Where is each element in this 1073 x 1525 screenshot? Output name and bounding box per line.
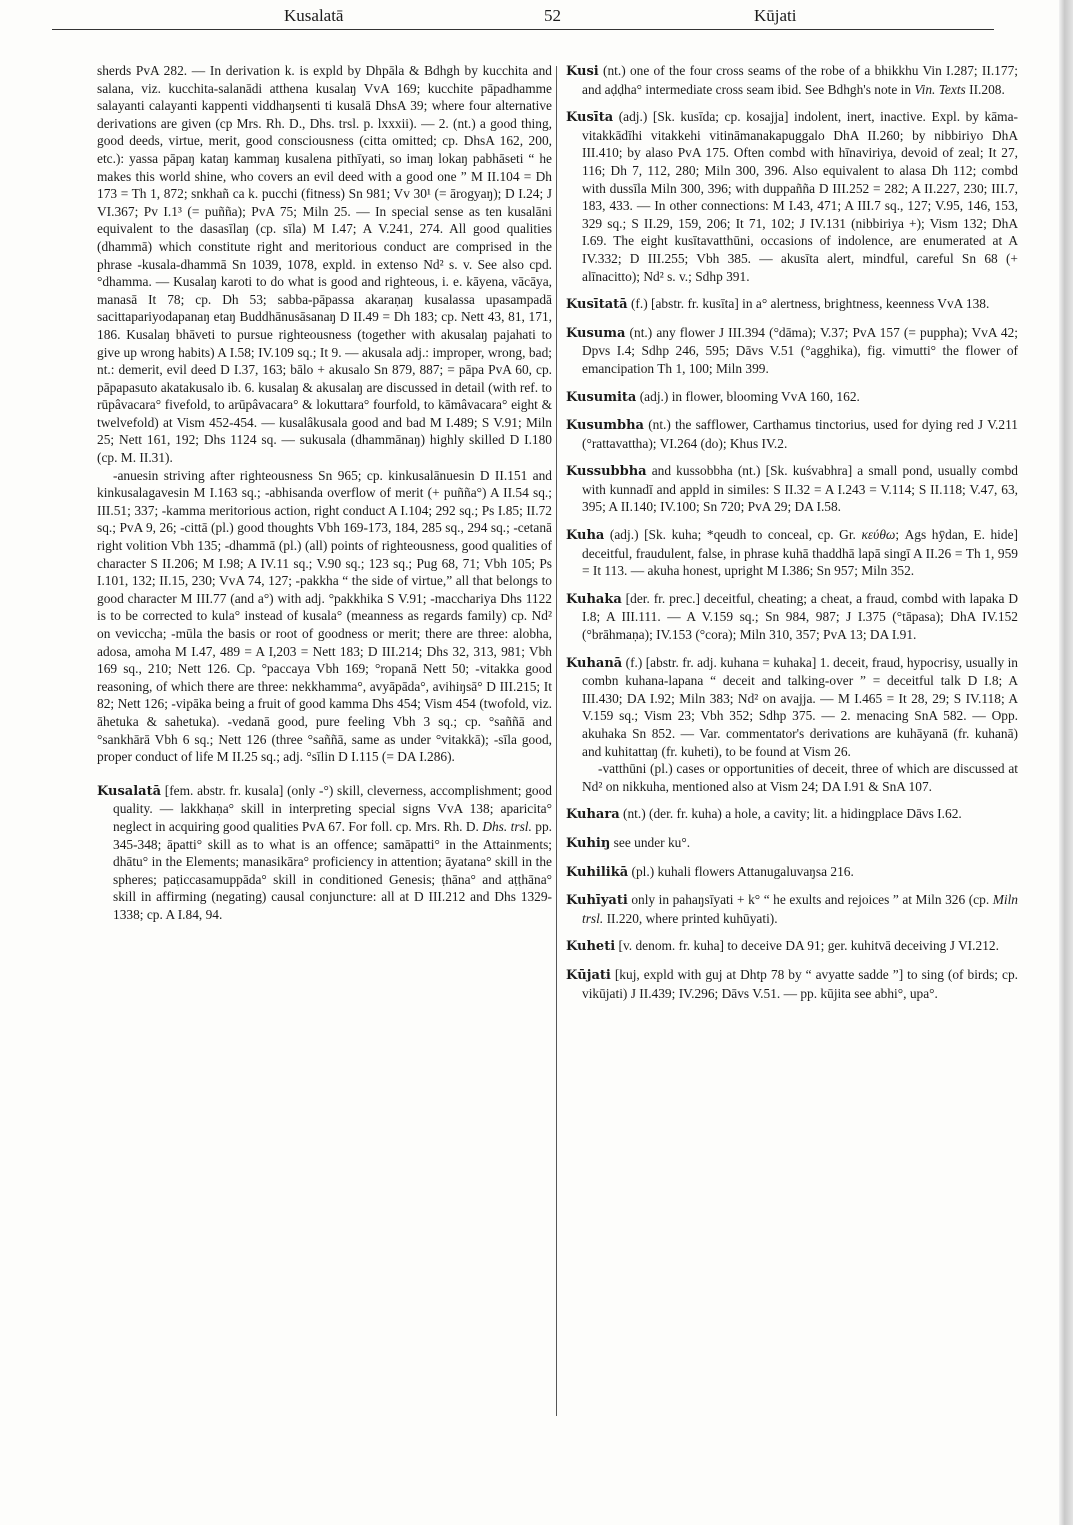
running-head-left: Kusalatā (284, 6, 344, 25)
entry-body-cont: II.220, where printed kuhūyati). (603, 910, 778, 926)
entry-body: (f.) [abstr. fr. adj. kuhana = kuhaka] 1. deceit, fraud, hypocrisy, usually in combn kuhana-lapana “ deceit and talking-over ” = deceitful talk D I.8; A III.430; DA I.92; Miln 383; Nd² on avajja. — M I.465 = It 28, 29; S IV.118; A V.159 sq.; Vism 23; Vbh 352; Sdhp 375. — 2. menacing SnA 582. — Opp. akuhaka Sn 852. — Var. commentator's derivations are kuhāyanā (fr. kuhanā) and kuhitattaŋ (fr. kuheti), to be found at Vism 26. (582, 654, 1018, 759)
running-head-right: Kūjati (754, 6, 797, 25)
entry-kuhaka (566, 590, 1018, 644)
entry-body: (adj.) [Sk. kuha; *qeudh to conceal, cp. Gr. (609, 527, 862, 543)
entry-subparagraph: -vatthūni (pl.) cases or opportunities of deceit, three of which are discussed at Nd² on nikkuha, mentioned also at Vism 24; DA I.91 & SnA 107. (582, 761, 1018, 794)
headword: Kussubbha (566, 464, 647, 480)
headword: Kuhīyati (566, 893, 628, 909)
headword: Kuhara (566, 807, 620, 823)
entry-kusumita (566, 388, 1018, 407)
headword: Kuhiŋ (566, 835, 611, 851)
entry-kusalata (97, 782, 552, 924)
entry-kuhiyati (566, 891, 1018, 927)
left-column (97, 62, 552, 934)
entry-kuheti (566, 937, 1018, 956)
entry-body: (nt.) (der. fr. kuha) a hole, a cavity; lit. a hidingplace Dāvs I.62. (622, 806, 962, 822)
entry-kuhilika (566, 863, 1018, 882)
entry-body-cont: ; Ags hȳdan, E. hide] deceitful, fraudulent, false, in phrase kuhā thaddhā lapā singī A II.26 = Th 1, 959 = It 113. — akuha honest, upright M I.386; Sn 957; Miln 352. (582, 527, 1018, 579)
entry-body: and kussobbha (nt.) [Sk. kuśvabhra] a small pond, usually combd with kunnadī and appld in similes: S II.32 = A I.243 = V.114; S II.118; V.47, 63, 395; A II.140; IV.100; Sn 720; PvA 29; DA I.58. (582, 463, 1018, 515)
entry-body: [kuj, expld with guj at Dhtp 78 by “ avyatte sadde ”] to sing (of birds; cp. vikūjati) J II.439; IV.296; Dāvs V.51. — pp. kūjita see abhi°, upa°. (582, 966, 1018, 1001)
entry-kusitata (566, 295, 1018, 314)
page-number: 52 (544, 6, 561, 25)
entry-body: only in pahaŋsīyati + k° “ he exults and rejoices ” at Miln 326 (cp. (631, 892, 993, 908)
entry-italic: Dhs. trsl. (482, 818, 532, 834)
headword: Kusīta (566, 110, 614, 126)
entry-body: (nt.) one of the four cross seams of the robe of a bhikkhu Vin I.287; II.177; and aḍḍha° intermediate cross seam ibid. See Bdhgh's note in (582, 63, 1018, 97)
column-divider (556, 66, 557, 1416)
entry-italic: κεύθω (861, 527, 896, 543)
header-rule (52, 29, 994, 30)
entry-kusi (566, 62, 1018, 98)
headword: Kusītatā (566, 297, 628, 313)
entry-body: see under ku°. (613, 834, 691, 850)
headword: Kusalatā (97, 783, 161, 799)
entry-body-cont: II.208. (965, 81, 1005, 97)
headword: Kuha (566, 528, 605, 544)
entry-kuhana (566, 654, 1018, 796)
headword: Kuhilikā (566, 864, 629, 880)
entry-body: (pl.) kuhali flowers Attanugaluvaŋsa 216. (631, 863, 854, 879)
page-edge-shadow (1059, 0, 1073, 1525)
continued-entry-paragraph: sherds PvA 282. — In derivation k. is expld by Dhpāla & Bdhgh by kucchita and salana, viz. kucchita-salanādi atthena kusalaŋ VvA 169; kucchite pāpadhamme salayanti calayanti kappenti viddhaŋsenti ti kusalā DhsA 39; where four alternative derivations are given (cp Mrs. Rh. D., Dhs. trsl. p. lxxxii). — 2. (nt.) a good thing, good deeds, virtue, merit, good consciousness (citta omitted; cp. DhsA 162, 200, etc.): yassa pāpaŋ kataŋ kammaŋ kusalena pithīyati, so imaŋ lokaŋ pabhāseti “ he makes this world shine, who covers an evil deed with a good one ” M II.104 = Dh 173 = Th 1, 872; snkhañ ca k. pucchi (fitness) Sn 981; Vv 30¹ (= ārogyaŋ); D I.24; J VI.367; Pv I.1³ (= puñña); PvA 75; Miln 25. — In special sense as ten kusalāni equivalent to the dasasīlaŋ (cp. sīla) M I.47; A V.241, 274. All good qualities (dhammā) which constitute right and meritorious conduct are comprised in the phrase -kusala-dhammā Sn 1039, 1078, expld. in extenso Nd² s. v. See also cpd. °dhamma. — Kusalaŋ karoti to do what is good and righteous, i. e. kāyena, vācāya, manasā It 78; cp. Dh 53; sabba-pāpassa akaraṇaŋ kusalassa upasampadā sacittapariyodapanaŋ etaŋ Buddhānusāsanaŋ D II.49 = Dh 183; cp. Nett 43, 81, 171, 186. Kusalaŋ bhāveti to pursue righteousness (together with akusalaŋ pajahati to give up wrong habits) A I.58; IV.109 sq.; It 9. — akusala adj.: improper, wrong, bad; nt.: demerit, evil deed D I.37, 163; bālo + akusalo Sn 879, 887; = pāpa PvA 60, cp. pāpapasuto akatakusalo ib. 6. kusalaŋ & akusalaŋ are discussed in detail (with ref. to rūpâvacara° fivefold, to arūpâvacara° & lokuttara° fourfold, to kāmâvacara° eight & twelvefold) at Vism 452-454. — kusalâkusala good and bad M I.489; S V.91; Miln 25; Nett 161, 192; Dhs 1124 sq. — sukusala (dhammānaŋ) highly skilled D I.180 (cp. M. II.31). (97, 63, 552, 466)
entry-body: [v. denom. fr. kuha] to deceive DA 91; ger. kuhitvā deceiving J VI.212. (618, 938, 999, 954)
headword: Kusumita (566, 389, 637, 405)
headword: Kuhanā (566, 655, 623, 671)
headword: Kusi (566, 64, 599, 79)
entry-kusita (566, 108, 1018, 285)
entry-body: (nt.) the safflower, Carthamus tinctorius, used for dying red J V.211 (°rattavattha); VI.264 (do); Khus IV.2. (582, 417, 1018, 451)
entry-kussubbha (566, 462, 1018, 516)
headword: Kuhaka (566, 591, 622, 607)
entry-kuhara (566, 805, 1018, 824)
compounds-paragraph: -anuesin striving after righteousness Sn 965; cp. kinkusalānuesin D II.151 and kinkusalagavesin M I.163 sq.; -abhisanda overflow of merit (+ puñña°) A II.54 sq.; III.51; 337; -kamma meritorious action, right conduct A I.104; 292 sq.; Ps I.85; II.72 sq.; PvA 9, 26; -cittā (pl.) good thoughts Vbh 169-173, 184, 285 sq., 294 sq.; -cetanā right volition Vbh 135; -dhammā (pl.) (all) points of righteousness, good qualities of character S II.206; M I.98; A IV.11 sq.; V.90 sq.; 123 sq.; Pug 68, 71; Vbh 105; Ps I.101, 132; II.15, 230; VvA 74, 127; -pakkha “ the side of virtue,” all that belongs to good character M III.77 (and a°) with adj. °pakkhika S V.91; -macchariya Dhs 1122 is to be corrected to kula° instead of kusala° (meanness as regards family) cp. Nd² on veviccha; -mūla the basis or root of goodness or merit; there are three: alobha, adosa, amoha M I.47, 489 = A I,203 = Nett 183; D III.214; Dhs 32, 313, 981; Vbh 169 sq., 210; Nett 126. Cp. °paccaya Vbh 169; °ropanā Nett 50; -vitakka good reasoning, of which there are three: nekkhamma°, avyāpāda°, avihiŋsā° D III.215; It 82; Nett 126; -vipāka being a fruit of good kamma Dhs 454; Vism 454 (twofold, viz. āhetuka & sahetuka). -vedanā good, pure feeling Vbh 3 sq.; cp. °saññā and °sankhārā Vbh 6 sq.; Nett 126 (three °saññā, same as under °vitakkā); -sīla good, proper conduct of life M II.25 sq.; adj. °sīlin D I.115 (= DA I.286). (97, 467, 552, 765)
headword: Kuheti (566, 939, 616, 955)
entry-body-cont: pp. 345-348; āpatti° skill as to what is an offence; samāpatti° in the Attainments; dhātu° in the Elements; manasikāra° proficiency in attention; āyatana° skill in the spheres; paṭiccasamuppāda° skill in conditioned Genesis; ṭhāna° and aṭṭhāna° skill in affirming (negating) causal conjuncture: all at D III.212 and Dhs 1329-1338; cp. A I.84, 94. (113, 818, 553, 922)
entry-kujati (566, 966, 1018, 1002)
right-column (566, 62, 1018, 1012)
entry-italic: Miln trsl. (582, 892, 1018, 926)
entry-body: [der. fr. prec.] deceitful, cheating; a cheat, a fraud, combd with lapaka D I.8; A III.111. — A V.159 sq.; Sn 984, 987; J I.375 (°tāpasa); DhA IV.152 (°brāhmaṇa); IV.153 (°cora); Miln 310, 357; PvA 13; DA I.91. (582, 590, 1018, 643)
entry-kuha (566, 526, 1018, 580)
entry-body: (adj.) in flower, blooming VvA 160, 162. (639, 388, 860, 404)
headword: Kusumbha (566, 418, 644, 434)
entry-kusumbha (566, 416, 1018, 452)
entry-body: [fem. abstr. fr. kusala] (only -°) skill, cleverness, accomplishment; good quality. — lakkhaṇa° skill in interpreting special signs VvA 138; aparicita° neglect in acquiring good qualities PvA 67. For foll. cp. Mrs. Rh. D. (113, 782, 552, 834)
entry-body: (f.) [abstr. fr. kusīta] in a° alertness, brightness, keenness VvA 138. (630, 296, 990, 312)
running-head (52, 4, 994, 26)
entry-italic: Vin. Texts (914, 81, 966, 97)
entry-kuhim (566, 834, 1018, 853)
entry-body: (adj.) [Sk. kusīda; cp. kosajja] indolent, inert, inactive. Expl. by kāma-vitakkādīhi vitakkehi vitināmanakapuggalo DhA II.260; by nibbiriyo DhA III.410; by alaso PvA 175. Often combd with hīnaviriya, devoid of zeal; It 27, 116; Dh 7, 112, 280; Miln 300, 396. Also equivalent to alasa Dh 112; combd with dussīla Miln 300, 396; with duppañña D III.252 = 282; A II.227, 230; III.7, 183, 433. — In other connections: M I.43, 471; A III.7 sq., 127; V.95, 146, 153, 329 sq.; S II.29, 159, 206; It 71, 102; J IV.131 (nibbiriya +); Vism 132; DhA I.69. The eight kusītavatthūni, occasions of indolence, are enumerated at A IV.332; D III.255; Vbh 385. — akusīta alert, mindful, careful Sn 68 (+ alīnacitto); Nd² s. v.; Sdhp 391. (582, 109, 1018, 284)
entry-body: (nt.) any flower J III.394 (°dāma); V.37; PvA 157 (= puppha); VvA 42; Dpvs I.4; Sdhp 246, 595; Dāvs V.51 (°agghika), fig. vimutti° the flower of emancipation Th 1, 100; Miln 399. (582, 324, 1018, 376)
headword: Kusuma (566, 325, 626, 341)
entry-kusuma (566, 324, 1018, 378)
headword: Kūjati (566, 967, 611, 983)
